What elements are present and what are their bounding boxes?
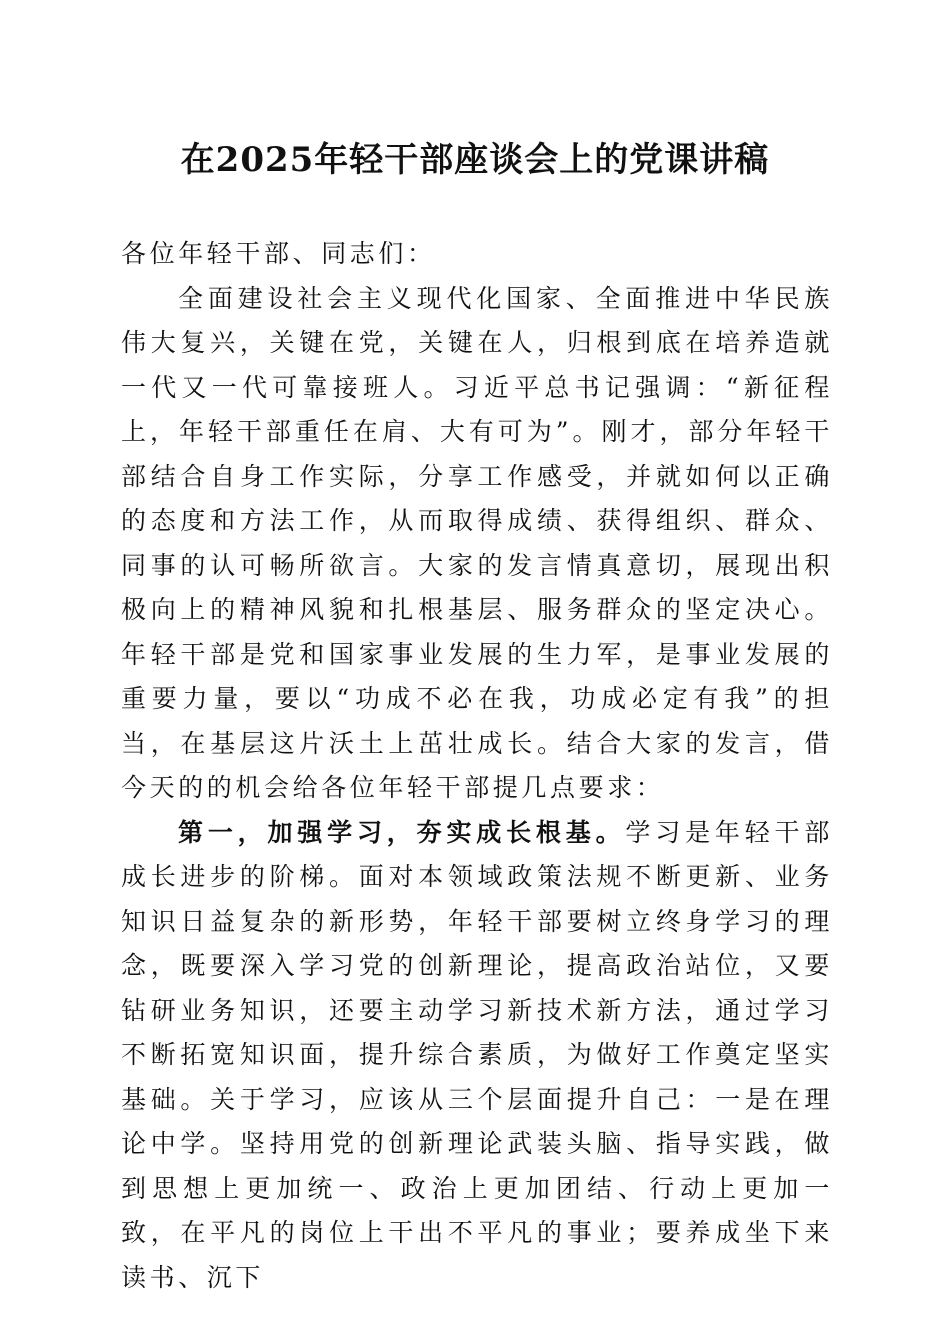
salutation: 各位年轻干部、同志们： xyxy=(121,239,436,268)
document-body xyxy=(121,232,833,1300)
paragraph-first-point-body: 学习是年轻干部成长进步的阶梯。面对本领域政策法规不断更新、业务知识日益复杂的新形势，年轻干部要树立终身学习的理念，既要深入学习党的创新理论，提高政治站位，又要钻研业务知识，还要主动学习新技术新方法，通过学习不断拓宽知识面，提升综合素质，为做好工作奠定坚实基础。关于学习，应该从三个层面提升自己：一是在理论中学。坚持用党的创新理论武装头脑、指导实践，做到思想上更加统一、政治上更加团结、行动上更加一致，在平凡的岗位上干出不平凡的事业；要养成坐下来读书、沉下 xyxy=(121,817,833,1292)
document-title: 在2025年轻干部座谈会上的党课讲稿 xyxy=(180,140,770,180)
paragraph-intro: 全面建设社会主义现代化国家、全面推进中华民族伟大复兴，关键在党，关键在人，归根到底在培养造就一代又一代可靠接班人。习近平总书记强调：“新征程上，年轻干部重任在肩、大有可为”。刚才，部分年轻干部结合自身工作实际，分享工作感受，并就如何以正确的态度和方法工作，从而取得成绩、获得组织、群众、同事的认可畅所欲言。大家的发言情真意切，展现出积极向上的精神风貌和扎根基层、服务群众的坚定决心。年轻干部是党和国家事业发展的生力军，是事业发展的重要力量，要以“功成不必在我，功成必定有我”的担当，在基层这片沃土上茁壮成长。结合大家的发言，借今天的的机会给各位年轻干部提几点要求： xyxy=(121,283,833,802)
paragraph-first-point xyxy=(121,811,833,1301)
paragraph-lead-heading: 第一，加强学习，夯实成长根基。 xyxy=(178,817,626,847)
